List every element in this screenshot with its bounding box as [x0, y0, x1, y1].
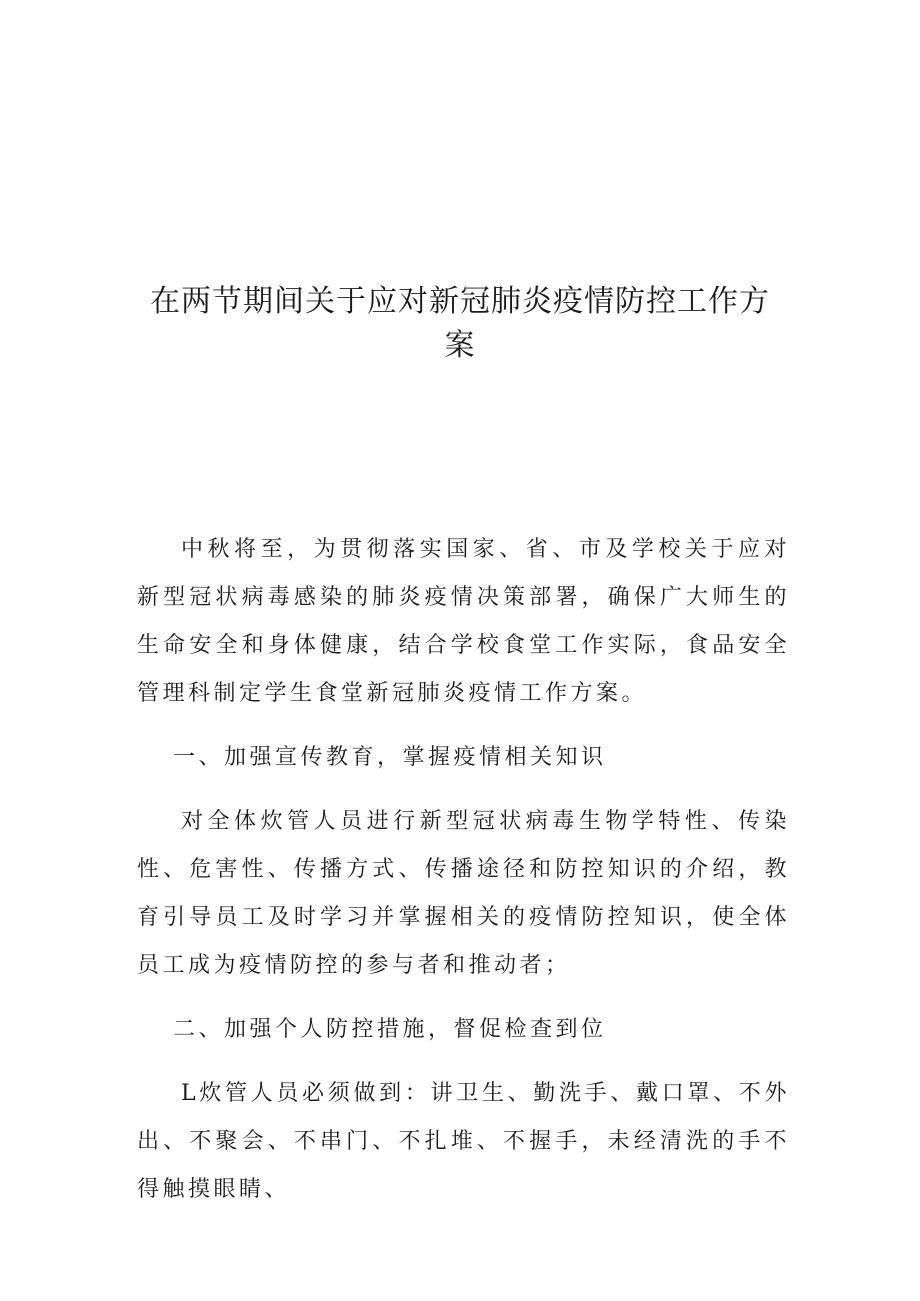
paragraph-section-1: 对全体炊管人员进行新型冠状病毒生物学特性、传染性、危害性、传播方式、传播途径和防控知识的介绍，教育引导员工及时学习并掌握相关的疫情防控知识，使全体员工成为疫情防控的参与者和推动者；: [137, 809, 790, 978]
section-heading-1: 一、加强宣传教育，掌握疫情相关知识: [173, 745, 607, 770]
document-body: [137, 526, 790, 1230]
document-title: 在两节期间关于应对新冠肺炎疫情防控工作方案: [150, 284, 770, 363]
paragraph-section-2: L炊管人员必须做到：讲卫生、勤洗手、戴口罩、不外出、不聚会、不串门、不扎堆、不握手，未经清洗的手不得触摸眼睛、: [137, 1081, 790, 1202]
section-heading-2: 二、加强个人防控措施，督促检查到位: [173, 1017, 607, 1042]
paragraph-intro: 中秋将至，为贯彻落实国家、省、市及学校关于应对新型冠状病毒感染的肺炎疫情决策部署，确保广大师生的生命安全和身体健康，结合学校食堂工作实际，食品安全管理科制定学生食堂新冠肺炎疫情工作方案。: [137, 537, 790, 706]
